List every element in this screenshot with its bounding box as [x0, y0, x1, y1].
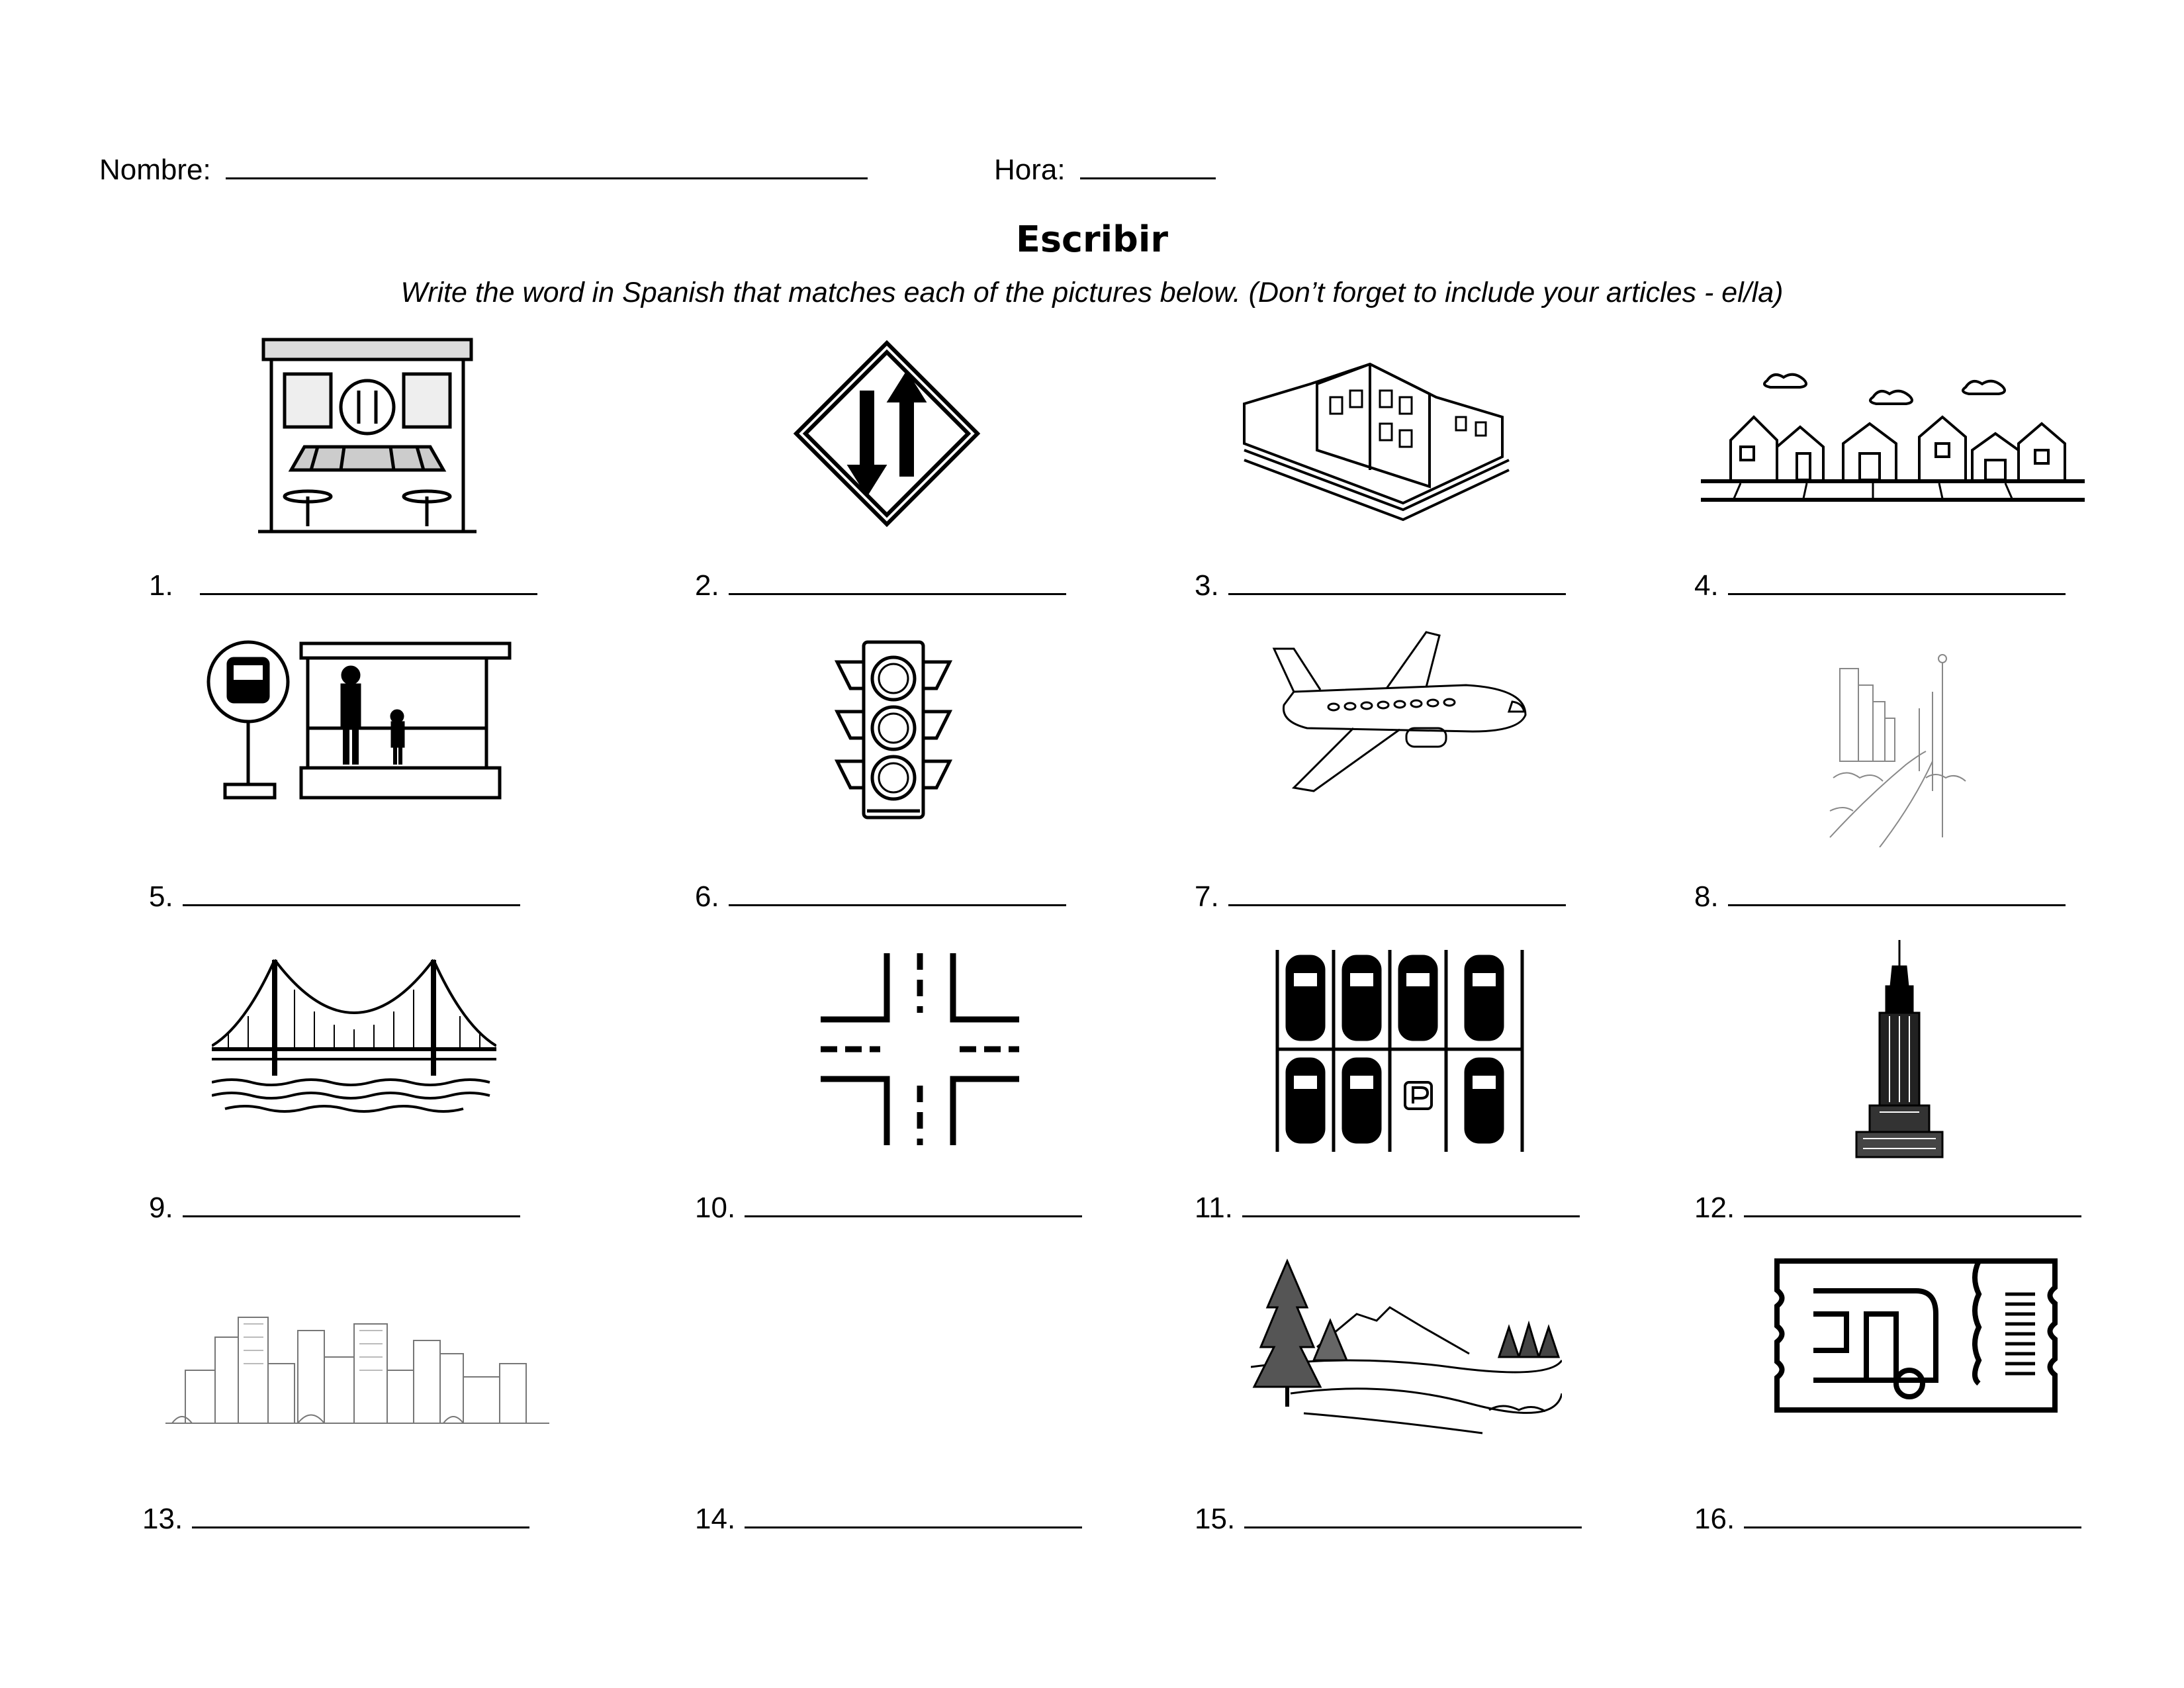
neighborhood-houses-icon [1701, 367, 2085, 503]
answer-10[interactable]: 10. [695, 1192, 1082, 1225]
bridge-icon [212, 953, 496, 1115]
parking-lot-icon [1274, 950, 1525, 1152]
answer-9[interactable]: 9. [149, 1192, 520, 1225]
answer-2[interactable]: 2. [695, 569, 1066, 602]
answer-3[interactable]: 3. [1195, 569, 1566, 602]
city-road-icon [1827, 645, 1992, 847]
name-blank[interactable] [226, 151, 868, 179]
answer-16[interactable]: 16. [1694, 1503, 2081, 1536]
restaurant-icon [258, 334, 477, 536]
two-way-traffic-sign-icon [791, 338, 983, 530]
traffic-light-icon [831, 635, 956, 821]
skyscraper-icon [1850, 940, 1949, 1158]
page-title: Escribir [1016, 218, 1168, 260]
hour-blank[interactable] [1080, 151, 1216, 179]
countryside-landscape-icon [1251, 1254, 1562, 1440]
buildings-corner-icon [1238, 344, 1516, 523]
name-field[interactable] [99, 151, 868, 187]
answer-4[interactable]: 4. [1694, 569, 2066, 602]
answer-1[interactable]: 1. [149, 569, 537, 602]
answer-5[interactable]: 5. [149, 880, 520, 914]
bus-ticket-icon [1774, 1258, 2058, 1413]
answer-8[interactable]: 8. [1694, 880, 2066, 914]
city-skyline-icon [165, 1291, 549, 1433]
hour-field[interactable] [994, 151, 1216, 187]
hour-label: Hora: [994, 154, 1066, 186]
airplane-icon [1254, 629, 1532, 804]
answer-13[interactable]: 13. [142, 1503, 529, 1536]
intersection-icon [821, 953, 1019, 1145]
answer-6[interactable]: 6. [695, 880, 1066, 914]
answer-12[interactable]: 12. [1694, 1192, 2081, 1225]
answer-15[interactable]: 15. [1195, 1503, 1582, 1536]
answer-14[interactable]: 14. [695, 1503, 1082, 1536]
answer-7[interactable]: 7. [1195, 880, 1566, 914]
bus-stop-icon [202, 635, 513, 801]
instructions: Write the word in Spanish that matches each of the pictures below. (Don’t forget to include your articles - el/la) [400, 277, 1784, 308]
name-label: Nombre: [99, 154, 211, 186]
answer-11[interactable]: 11. [1195, 1192, 1580, 1225]
